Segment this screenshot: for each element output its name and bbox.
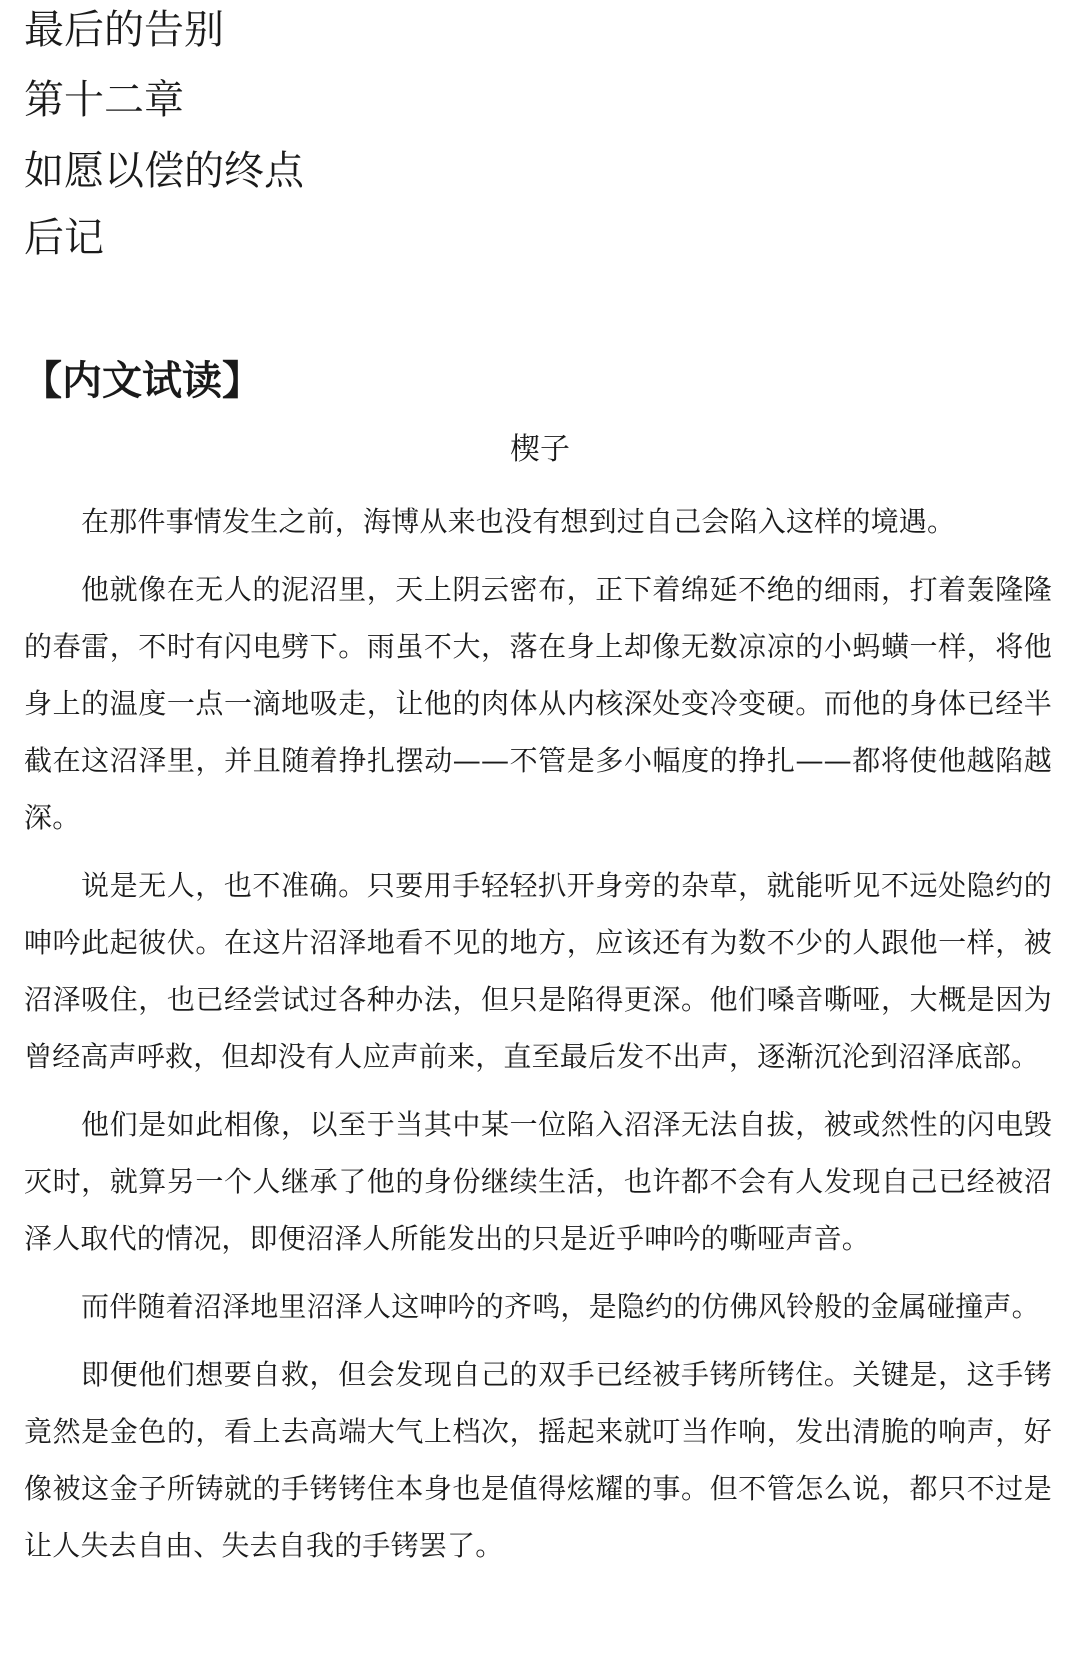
paragraph: 即便他们想要自救，但会发现自己的双手已经被手铐所铐住。关键是，这手铐竟然是金色的，看上去高端大气上档次，摇起来就叮当作响，发出清脆的响声，好像被这金子所铸就的手铐铐住本身也是值得炫耀的事。但不管怎么说，都只不过是让人失去自由、失去自我的手铐罢了。	[24, 1358, 1052, 1562]
toc-item-afterword: 后记	[24, 215, 104, 261]
paragraph: 他就像在无人的泥沼里，天上阴云密布，正下着绵延不绝的细雨，打着轰隆隆的春雷，不时有闪电劈下。雨虽不大，落在身上却像无数凉凉的小蚂蟥一样，将他身上的温度一点一滴地吸走，让他的肉体从内核深处变冷变硬。而他的身体已经半截在这沼泽里，并且随着挣扎摆动——不管是多小幅度的挣扎——都将使他越陷越深。	[24, 573, 1052, 834]
toc-item-wish-fulfilled-end: 如愿以偿的终点	[24, 148, 304, 194]
paragraph: 说是无人，也不准确。只要用手轻轻扒开身旁的杂草，就能听见不远处隐约的呻吟此起彼伏。在这片沼泽地看不见的地方，应该还有为数不少的人跟他一样，被沼泽吸住，也已经尝试过各种办法，但只是陷得更深。他们嗓音嘶哑，大概是因为曾经高声呼救，但却没有人应声前来，直至最后发不出声，逐渐沉沦到沼泽底部。	[24, 869, 1052, 1073]
paragraph: 在那件事情发生之前，海博从来也没有想到过自己会陷入这样的境遇。	[81, 505, 956, 538]
toc-item-chapter-twelve: 第十二章	[24, 77, 184, 123]
paragraph: 而伴随着沼泽地里沼泽人这呻吟的齐鸣，是隐约的仿佛风铃般的金属碰撞声。	[81, 1290, 1040, 1323]
prologue-title: 楔子	[510, 432, 570, 467]
paragraph: 他们是如此相像，以至于当其中某一位陷入沼泽无法自拔，被或然性的闪电毁灭时，就算另一个人继承了他的身份继续生活，也许都不会有人发现自己已经被沼泽人取代的情况，即便沼泽人所能发出的只是近乎呻吟的嘶哑声音。	[24, 1108, 1052, 1255]
section-heading: 【内文试读】	[22, 357, 262, 404]
toc-item-final-farewell: 最后的告别	[24, 7, 224, 53]
excerpt-body	[24, 493, 1052, 1585]
